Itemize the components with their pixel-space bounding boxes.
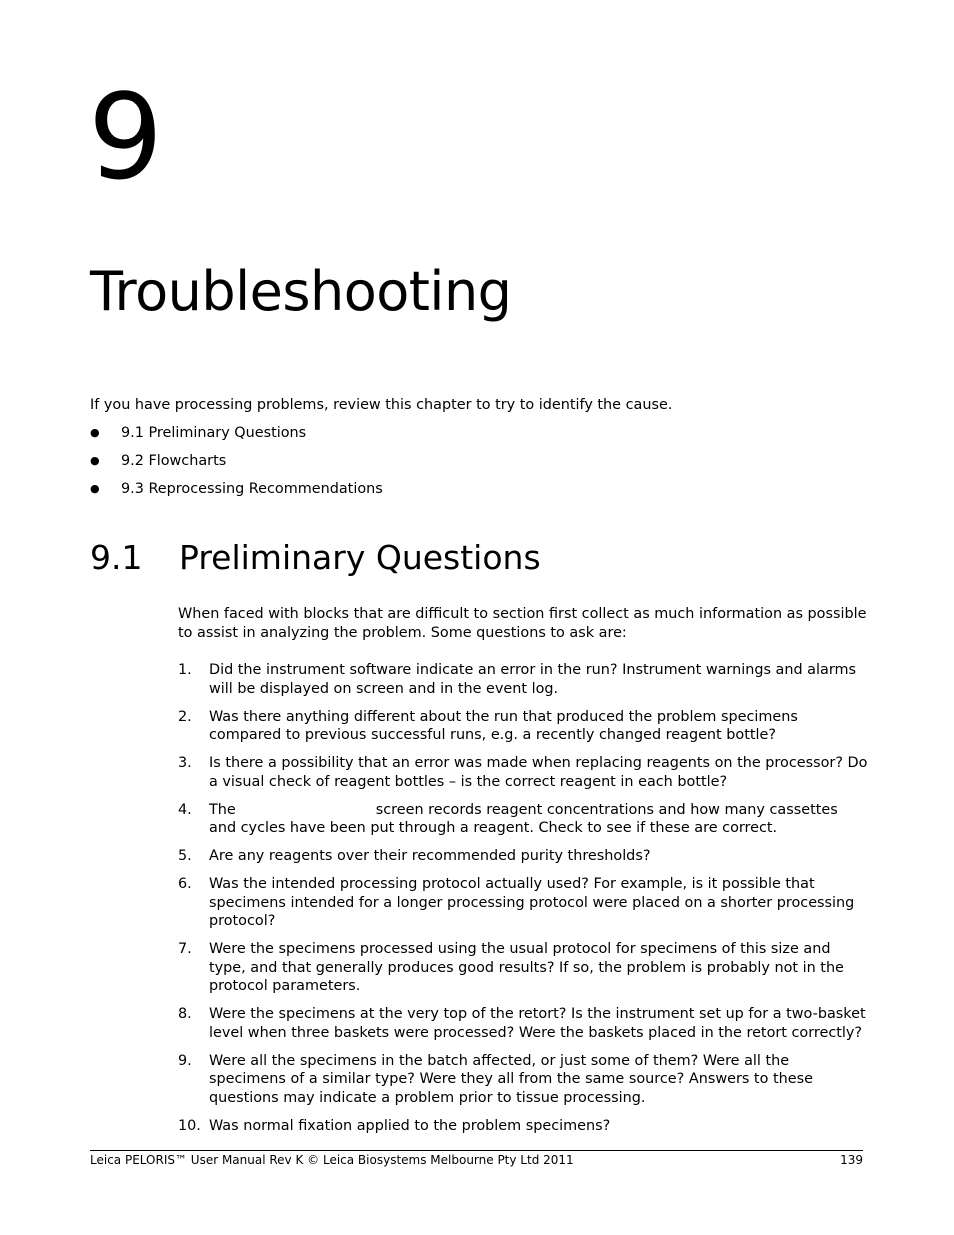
bullet-icon: ● [90,426,100,439]
list-item [178,1117,868,1136]
item-text: Are any reagents over their recommended purity thresholds? [209,848,651,864]
item-text: Was there anything different about the run that produced the problem specimens compared to previous successful runs, e.g. a recently changed reagent bottle? [209,708,798,743]
list-item [178,847,868,866]
item-number: 7. [178,941,192,957]
chapter-number: 9 [88,68,164,206]
toc-item-label: 9.1 Preliminary Questions [121,425,307,441]
item-number: 1. [178,662,192,678]
item-text: Was normal fixation applied to the problem specimens? [209,1117,611,1134]
item-number: 8. [178,1006,192,1022]
section-heading [90,540,541,576]
item-number: 9. [178,1052,192,1069]
item-number: 2. [178,708,192,725]
toc-item[interactable] [90,424,383,452]
item-text: Did the instrument software indicate an error in the run? Instrument warnings and alarms will be displayed on screen and in the event log. [209,662,857,697]
item-number: 6. [178,876,192,892]
toc-item-label: 9.2 Flowcharts [121,453,227,469]
list-item [178,708,868,745]
item-text: Were the specimens processed using the usual protocol for specimens of this size and type, and that generally produces good results? If so, the problem is probably not in the protocol parameters. [209,941,844,994]
item-number: 10. [178,1117,201,1134]
chapter-title: Troubleshooting [90,260,512,323]
item-text: Were the specimens at the very top of the retort? Is the instrument set up for a two-basket level when three baskets were processed? Were the baskets placed in the retort correctly? [209,1006,866,1041]
bullet-icon: ● [90,482,100,495]
list-item [178,1052,868,1108]
item-text: Was the intended processing protocol actually used? For example, is it possible that specimens intended for a longer processing protocol were placed on a shorter processing protocol? [209,876,855,929]
toc-item[interactable] [90,480,383,508]
item-text-before: The [209,801,236,818]
list-item [178,875,868,931]
footer-divider [90,1150,863,1151]
list-item [178,1005,868,1042]
toc-list [90,424,383,508]
item-number: 4. [178,801,192,818]
chapter-intro: If you have processing problems, review this chapter to try to identify the cause. [90,397,673,413]
section-title: Preliminary Questions [179,538,541,577]
footer-copyright: Leica PELORIS™ User Manual Rev K © Leica Biosystems Melbourne Pty Ltd 2011 [90,1153,574,1167]
list-item [178,801,868,838]
item-number: 5. [178,848,192,864]
list-item [178,661,868,698]
toc-item-label: 9.3 Reprocessing Recommendations [121,481,383,497]
item-text: Is there a possibility that an error was made when replacing reagents on the processor? Do a visual check of reagent bottles – is the correct reagent in each bottle? [209,755,868,790]
list-item [178,940,868,996]
list-item [178,754,868,791]
item-text-after: screen records reagent concentrations and how many cassettes and cycles have been put through a reagent. Check to see if these are correct. [209,801,838,836]
item-text: Were all the specimens in the batch affected, or just some of them? Were all the specimens of a similar type? Were they all from the same source? Answers to these questions may indicate a problem prior to tissue processing. [209,1052,813,1106]
questions-list [178,661,868,1145]
page-number: 139 [840,1153,863,1167]
section-number: 9.1 [90,538,143,577]
item-number: 3. [178,755,192,771]
section-intro: When faced with blocks that are difficult to section first collect as much information as possible to assist in analyzing the problem. Some questions to ask are: [178,606,867,641]
bullet-icon: ● [90,454,100,467]
toc-item[interactable] [90,452,383,480]
